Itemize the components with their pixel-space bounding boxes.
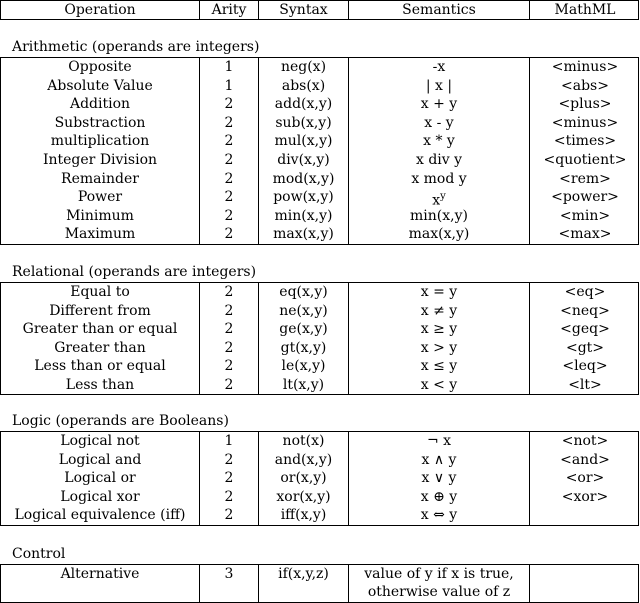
syntax-cell: gt(x,y) [259,339,349,358]
operation-cell: Logical equivalence (iff) [1,506,200,525]
operation-cell: Addition [1,95,200,114]
semantics-cell: ¬ x [349,432,530,451]
syntax-cell: xor(x,y) [259,488,349,507]
semantics-cell: x ⊕ y [349,488,530,507]
arity-cell: 2 [200,320,259,339]
operation-cell: Minimum [1,207,200,226]
operation-cell: Less than or equal [1,357,200,376]
operation-cell: Equal to [1,283,200,302]
mathml-cell: <not> [561,433,609,449]
section-table [0,564,639,603]
semantics-cell: value of y if x is true, otherwise value of z [349,565,530,602]
semantics-cell: x ∨ y [349,469,530,488]
operation-cell: Logical xor [1,488,200,507]
mathml-cell [530,506,640,525]
syntax-cell: eq(x,y) [259,283,349,302]
operation-cell: Substraction [1,114,200,133]
semantics-cell: x < y [349,376,530,395]
semantics-cell: x * y [349,132,530,151]
operation-cell: Greater than or equal [1,320,200,339]
section-table [0,282,639,395]
semantics-cell: x ∧ y [349,451,530,470]
mathml-cell: <and> [560,451,610,468]
mathml-cell: <minus> [551,114,619,131]
syntax-cell: not(x) [259,432,349,451]
mathml-cell: <power> [551,189,619,206]
table-header [0,0,639,20]
semantics-cell: max(x,y) [349,225,530,244]
semantics-cell: x ⇔ y [349,506,530,525]
mathml-cell: <lt> [568,376,602,393]
syntax-cell: mul(x,y) [259,132,349,151]
operation-cell: Remainder [1,170,200,189]
syntax-cell: add(x,y) [259,95,349,114]
operation-cell: multiplication [1,132,200,151]
operation-cell: Different from [1,302,200,321]
operation-cell: Greater than [1,339,200,358]
syntax-cell: neg(x) [259,58,349,77]
mathml-cell: <eq> [564,284,606,300]
arity-cell: 2 [200,469,259,488]
header-syntax: Syntax [259,1,349,19]
semantics-cell: min(x,y) [349,207,530,226]
semantics-cell: x div y [349,151,530,170]
arity-cell: 2 [200,151,259,170]
mathml-cell: <plus> [558,96,612,113]
syntax-cell: sub(x,y) [259,114,349,133]
syntax-cell: iff(x,y) [259,506,349,525]
mathml-cell: <abs> [561,77,609,94]
header-mathml: MathML [554,2,616,18]
operation-cell: Maximum [1,225,200,244]
semantics-cell: x ≤ y [349,357,530,376]
header-operation: Operation [1,1,200,19]
section-title: Arithmetic (operands are integers) [12,39,260,55]
arity-cell: 2 [200,339,259,358]
operation-cell: Less than [1,376,200,395]
arity-cell: 2 [200,95,259,114]
operation-cell: Opposite [1,58,200,77]
mathml-cell: <quotient> [543,151,627,168]
mathml-cell: <geq> [560,321,610,337]
syntax-cell: div(x,y) [259,151,349,170]
arity-cell: 2 [200,488,259,507]
arity-cell: 1 [200,77,259,96]
syntax-cell: lt(x,y) [259,376,349,395]
mathml-cell: <neq> [560,302,610,319]
arity-cell: 1 [200,432,259,451]
semantics-cell: $x^y$ [349,188,530,207]
arity-cell: 2 [200,506,259,525]
semantics-cell: x ≠ y [349,302,530,321]
arity-cell: 2 [200,283,259,302]
operation-cell: Absolute Value [1,77,200,96]
semantics-cell: x - y [349,114,530,133]
mathml-cell: <min> [559,207,611,224]
section-title: Logic (operands are Booleans) [12,413,229,429]
semantics-cell: x mod y [349,170,530,189]
arity-cell: 2 [200,132,259,151]
mathml-cell: <rem> [559,170,611,187]
section-title: Relational (operands are integers) [12,264,257,280]
arity-cell: 2 [200,357,259,376]
syntax-cell: or(x,y) [259,469,349,488]
section-table [0,431,639,526]
header-semantics: Semantics [349,1,530,19]
arity-cell: 2 [200,451,259,470]
operation-cell: Alternative [1,565,200,602]
arity-cell: 2 [200,376,259,395]
mathml-cell: <times> [553,133,617,150]
section-table [0,57,639,245]
syntax-cell: if(x,y,z) [259,565,349,602]
header-arity: Arity [200,1,259,19]
arity-cell: 3 [200,565,259,602]
mathml-cell: <or> [565,470,605,487]
semantics-cell: x > y [349,339,530,358]
arity-cell: 2 [200,188,259,207]
syntax-cell: ne(x,y) [259,302,349,321]
semantics-cell: | x | [349,77,530,96]
syntax-cell: abs(x) [259,77,349,96]
syntax-cell: mod(x,y) [259,170,349,189]
operation-cell: Logical not [1,432,200,451]
operation-cell: Logical and [1,451,200,470]
semantics-cell: x ≥ y [349,320,530,339]
mathml-cell: <xor> [561,488,609,505]
arity-cell: 2 [200,302,259,321]
syntax-cell: le(x,y) [259,357,349,376]
operation-cell: Logical or [1,469,200,488]
mathml-cell: <gt> [565,339,605,356]
mathml-cell: <leq> [562,358,608,374]
mathml-cell: <minus> [551,59,619,75]
syntax-cell: min(x,y) [259,207,349,226]
arity-cell: 2 [200,114,259,133]
arity-cell: 2 [200,225,259,244]
semantics-cell: x = y [349,283,530,302]
syntax-cell: ge(x,y) [259,320,349,339]
operation-cell: Power [1,188,200,207]
arity-cell: 1 [200,58,259,77]
semantics-cell: x + y [349,95,530,114]
semantics-cell: -x [349,58,530,77]
section-title: Control [12,546,66,562]
mathml-cell [530,565,640,602]
arity-cell: 2 [200,170,259,189]
operation-cell: Integer Division [1,151,200,170]
syntax-cell: pow(x,y) [259,188,349,207]
syntax-cell: and(x,y) [259,451,349,470]
syntax-cell: max(x,y) [259,225,349,244]
arity-cell: 2 [200,207,259,226]
mathml-cell: <max> [558,226,612,243]
